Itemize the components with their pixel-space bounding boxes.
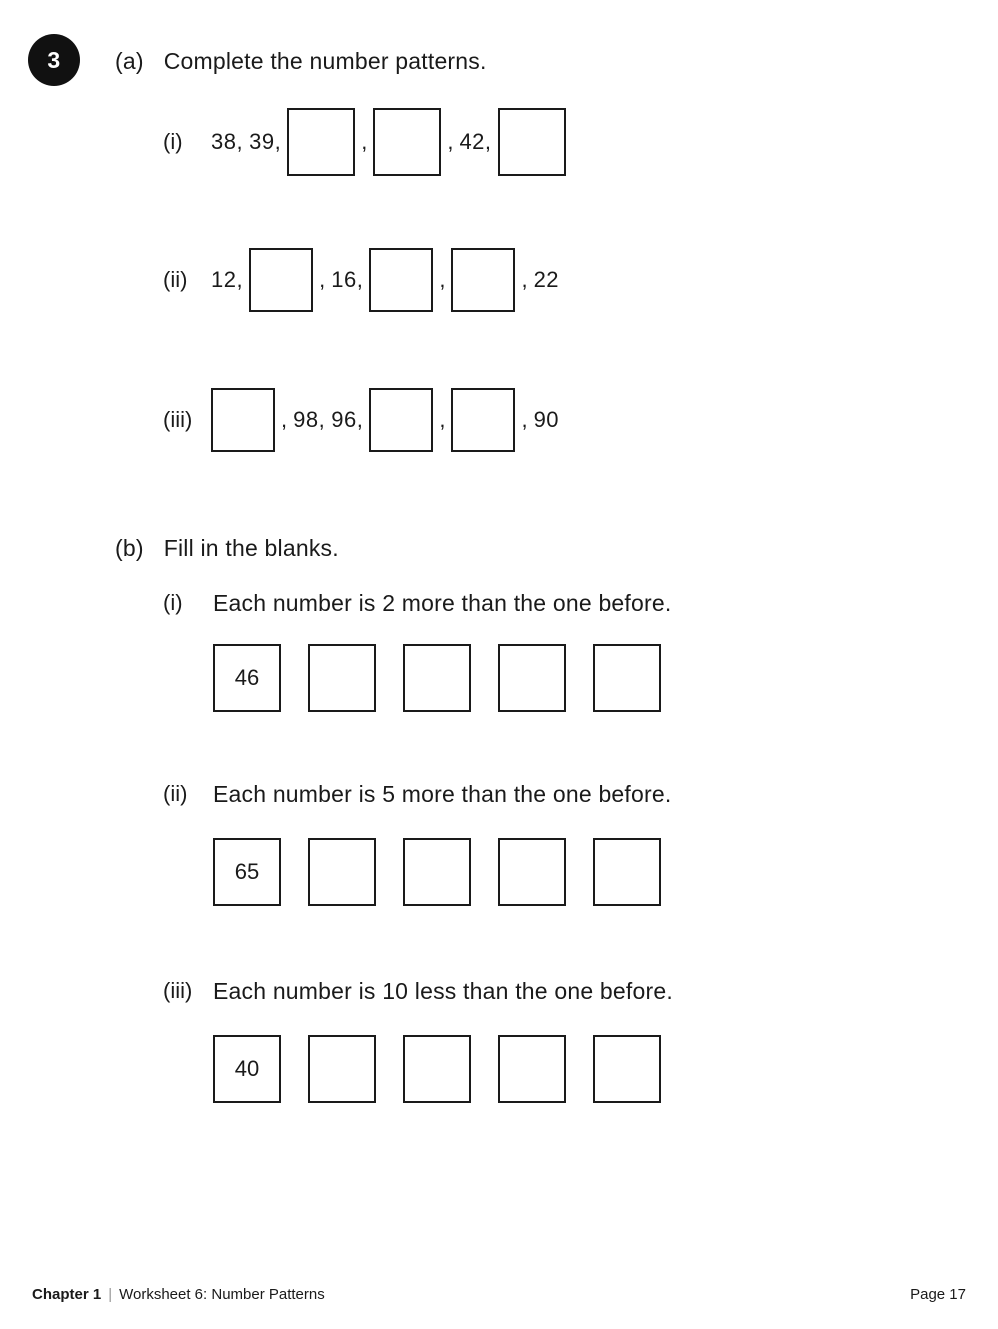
number-sequence-a-ii: [211, 248, 565, 312]
number-sequence-a-iii: [211, 388, 565, 452]
answer-box[interactable]: [593, 838, 661, 906]
sequence-comma: ,: [521, 267, 528, 292]
answer-box[interactable]: [593, 1035, 661, 1103]
footer-separator: |: [108, 1286, 113, 1303]
sequence-number: 39,: [249, 129, 282, 154]
answer-box[interactable]: [451, 388, 515, 452]
sequence-comma: ,: [281, 407, 288, 432]
part-a-text: Complete the number patterns.: [163, 48, 487, 74]
answer-box[interactable]: [373, 108, 441, 176]
number-sequence-a-i: [211, 108, 572, 176]
answer-box[interactable]: [451, 248, 515, 312]
answer-box[interactable]: [249, 248, 313, 312]
answer-box[interactable]: [308, 644, 376, 712]
footer-left: [32, 1286, 325, 1303]
item-roman-label: (iii): [163, 407, 193, 432]
page-footer: [32, 1286, 966, 1303]
sequence-comma: ,: [361, 129, 368, 154]
sequence-number: 16,: [331, 267, 364, 292]
answer-box[interactable]: [498, 1035, 566, 1103]
footer-worksheet-title: Worksheet 6: Number Patterns: [119, 1286, 325, 1303]
sequence-comma: ,: [447, 129, 454, 154]
sequence-number: 38,: [211, 129, 244, 154]
sequence-comma: ,: [521, 407, 528, 432]
sequence-number: 12,: [211, 267, 244, 292]
sequence-number: 42,: [459, 129, 492, 154]
sequence-number: 90: [533, 407, 560, 432]
answer-box[interactable]: [308, 1035, 376, 1103]
given-value-box: 40: [213, 1035, 281, 1103]
part-b-item-i-text: [163, 590, 671, 617]
sequence-comma: ,: [439, 407, 446, 432]
answer-box[interactable]: [369, 248, 433, 312]
part-b-label: (b): [115, 535, 144, 561]
item-roman-label: (ii): [163, 781, 188, 806]
part-b-item-iii-text: [163, 978, 673, 1005]
answer-box[interactable]: [403, 1035, 471, 1103]
item-roman-label: (iii): [163, 978, 193, 1003]
answer-box[interactable]: [287, 108, 355, 176]
part-a-label: (a): [115, 48, 144, 74]
answer-box[interactable]: [498, 838, 566, 906]
footer-page-number: Page 17: [910, 1286, 966, 1303]
question-number-badge: [28, 34, 80, 86]
part-b-item-iii-boxes: [213, 1035, 688, 1103]
answer-box[interactable]: [403, 644, 471, 712]
sequence-number: 98,: [293, 407, 326, 432]
answer-box[interactable]: [308, 838, 376, 906]
question-number: 3: [47, 46, 61, 73]
part-b-item-i-boxes: [213, 644, 688, 712]
sequence-comma: ,: [439, 267, 446, 292]
item-roman-label: (ii): [163, 267, 188, 292]
given-value-box: 65: [213, 838, 281, 906]
sequence-comma: ,: [319, 267, 326, 292]
item-instruction: Each number is 10 less than the one before.: [213, 978, 673, 1004]
part-b-text: Fill in the blanks.: [163, 535, 339, 561]
answer-box[interactable]: [498, 108, 566, 176]
item-roman-label: (i): [163, 129, 183, 154]
part-a-heading: [115, 48, 487, 75]
part-a-item-i: [163, 108, 572, 176]
given-value-box: 46: [213, 644, 281, 712]
part-a-item-ii: [163, 248, 565, 312]
footer-chapter: Chapter 1: [32, 1286, 102, 1303]
answer-box[interactable]: [403, 838, 471, 906]
answer-box[interactable]: [211, 388, 275, 452]
part-b-item-ii-text: [163, 781, 671, 808]
sequence-number: 22: [533, 267, 560, 292]
part-b-item-ii-boxes: [213, 838, 688, 906]
sequence-number: 96,: [331, 407, 364, 432]
answer-box[interactable]: [593, 644, 661, 712]
item-instruction: Each number is 5 more than the one before.: [213, 781, 672, 807]
part-a-item-iii: [163, 388, 565, 452]
item-instruction: Each number is 2 more than the one before.: [213, 590, 672, 616]
answer-box[interactable]: [498, 644, 566, 712]
part-b-heading: [115, 535, 339, 562]
item-roman-label: (i): [163, 590, 183, 615]
answer-box[interactable]: [369, 388, 433, 452]
